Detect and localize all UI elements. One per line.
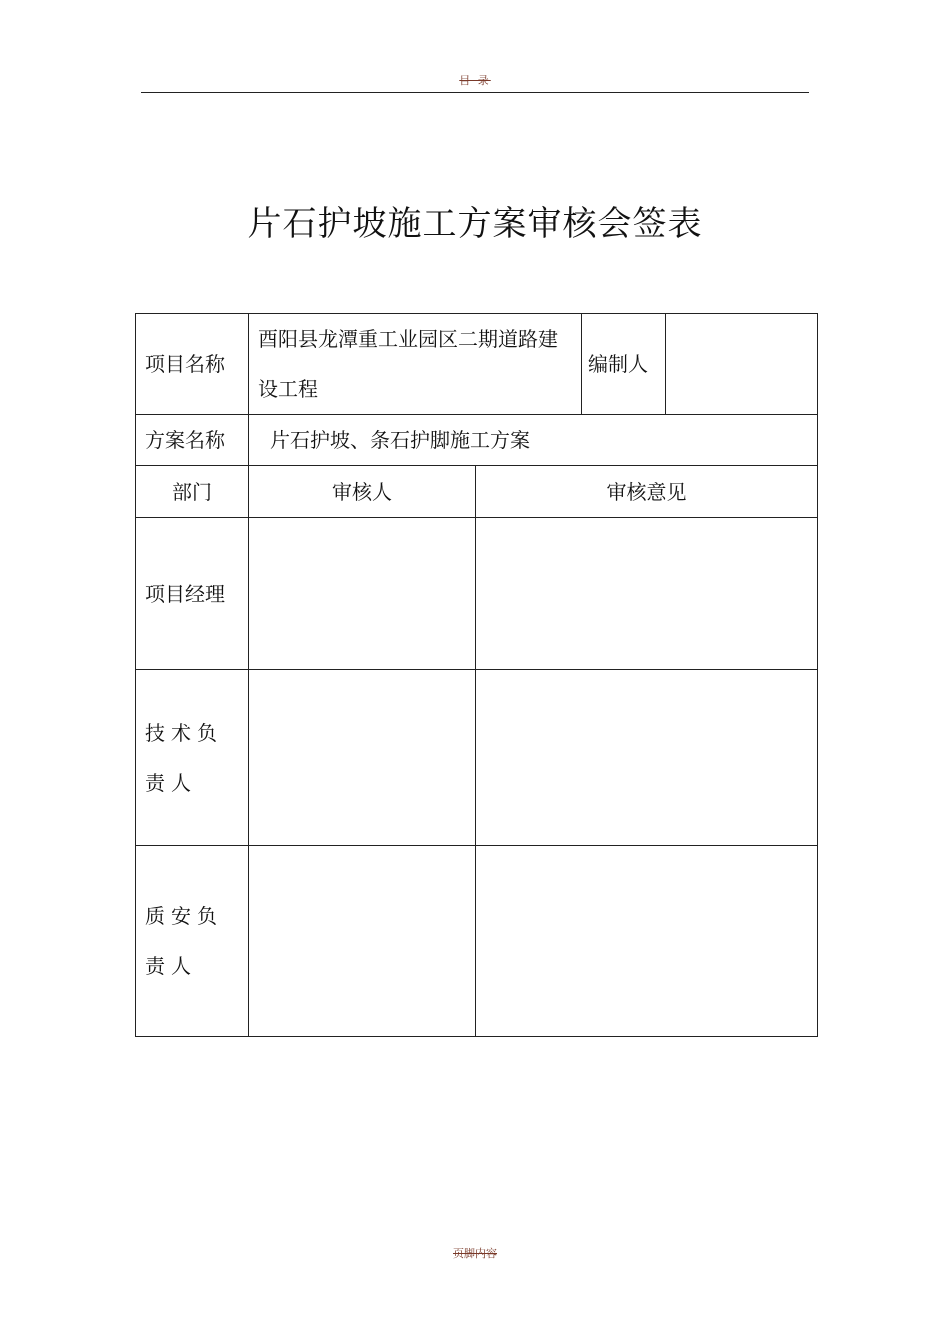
- column-header-row: [136, 466, 818, 518]
- project-name-label: 项目名称: [136, 314, 249, 415]
- opinion-cell[interactable]: [476, 518, 818, 670]
- reviewer-cell[interactable]: [249, 518, 476, 670]
- department-cell: 技术负责人: [136, 670, 249, 846]
- table-row: [136, 670, 818, 846]
- department-cell: 质安负责人: [136, 846, 249, 1037]
- review-signoff-table: [135, 313, 818, 1037]
- document-title: 片石护坡施工方案审核会签表: [247, 204, 703, 244]
- project-name-value: 酉阳县龙潭重工业园区二期道路建设工程: [249, 314, 582, 415]
- header-rule: [141, 92, 809, 93]
- plan-name-label: 方案名称: [136, 415, 249, 466]
- opinion-cell[interactable]: [476, 846, 818, 1037]
- department-cell: 项目经理: [136, 518, 249, 670]
- table-row: [136, 846, 818, 1037]
- plan-name-value: 片石护坡、条石护脚施工方案: [249, 415, 818, 466]
- project-row: [136, 314, 818, 415]
- column-header-reviewer: 审核人: [249, 466, 476, 518]
- editor-label: 编制人: [582, 314, 666, 415]
- opinion-cell[interactable]: [476, 670, 818, 846]
- column-header-opinion: 审核意见: [476, 466, 818, 518]
- page-footer: 页脚内容: [453, 1247, 497, 1260]
- plan-row: [136, 415, 818, 466]
- editor-value[interactable]: [666, 314, 818, 415]
- page-header: 目 录: [459, 74, 491, 87]
- reviewer-cell[interactable]: [249, 846, 476, 1037]
- table-row: [136, 518, 818, 670]
- reviewer-cell[interactable]: [249, 670, 476, 846]
- column-header-department: 部门: [136, 466, 249, 518]
